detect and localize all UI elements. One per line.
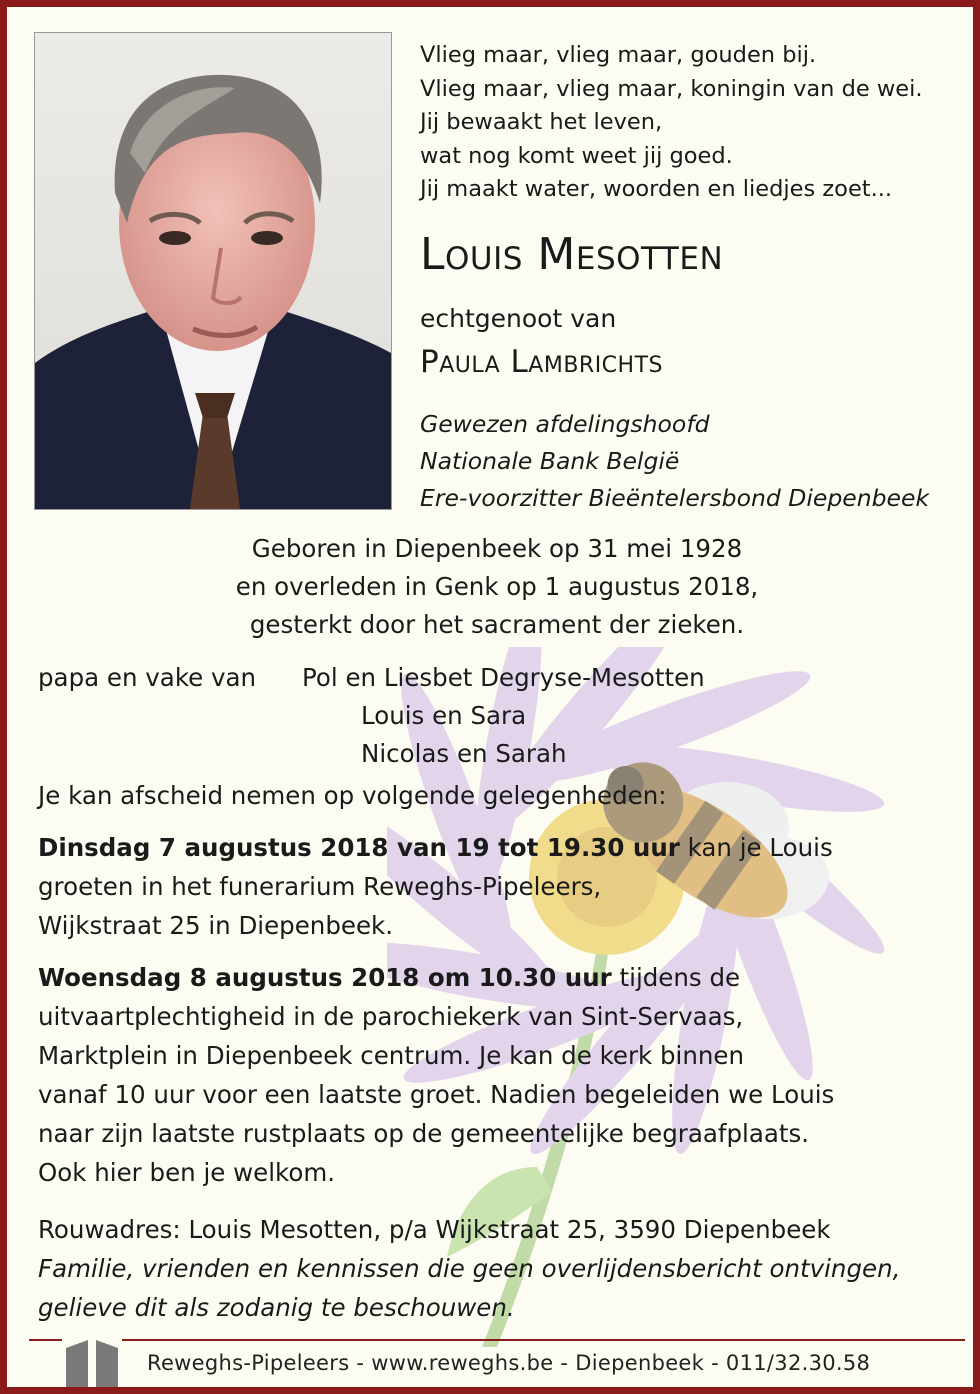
visitation-text: groeten in het funerarium Reweghs-Pipeleers,: [38, 872, 602, 901]
poem-line: Vlieg maar, vlieg maar, gouden bij.: [420, 42, 817, 68]
footer-divider: [29, 1339, 965, 1341]
life-line: en overleden in Genk op 1 augustus 2018,: [235, 572, 759, 601]
visitation-text: Wijkstraat 25 in Diepenbeek.: [38, 911, 394, 940]
role-line: Nationale Bank België: [420, 447, 680, 475]
poem: [420, 39, 923, 207]
address-note: gelieve dit als zodanig te beschouwen.: [38, 1293, 515, 1322]
family-label: papa en vake van: [38, 663, 257, 692]
deceased-name: Louis Mesotten: [420, 229, 724, 280]
mourning-address: [38, 1210, 900, 1327]
poem-line: Jij maakt water, woorden en liedjes zoet...: [420, 176, 893, 202]
visitation-text: kan je Louis: [679, 833, 833, 862]
funeral-text: uitvaartplechtigheid in de parochiekerk van Sint-Servaas,: [38, 1002, 744, 1031]
funeral-text: Marktplein in Diepenbeek centrum. Je kan de kerk binnen: [38, 1041, 745, 1070]
footer-contact: Reweghs-Pipeleers - www.reweghs.be - Diepenbeek - 011/32.30.58: [147, 1351, 871, 1375]
poem-line: Vlieg maar, vlieg maar, koningin van de wei.: [420, 75, 923, 102]
poem-line: wat nog komt weet jij goed.: [420, 142, 733, 169]
family-member: Nicolas en Sarah: [361, 739, 567, 768]
farewell-intro: Je kan afscheid nemen op volgende gelegenheden:: [38, 781, 667, 810]
life-line: gesterkt door het sacrament der zieken.: [249, 610, 745, 639]
family-list: [38, 659, 705, 773]
funeral-home-logo-icon: [62, 1332, 122, 1388]
spouse-intro: echtgenoot van: [420, 304, 617, 333]
visitation-date: Dinsdag 7 augustus 2018 van 19 tot 19.30 uur: [38, 833, 680, 862]
family-member: Pol en Liesbet Degryse-Mesotten: [302, 663, 705, 692]
family-row: [38, 659, 705, 697]
funeral-text: naar zijn laatste rustplaats op de gemeentelijke begraafplaats.: [38, 1119, 810, 1148]
funeral-text: Ook hier ben je welkom.: [38, 1158, 336, 1187]
life-dates: [7, 530, 980, 644]
funeral-text: tijdens de: [611, 963, 741, 992]
funeral-paragraph: [38, 958, 834, 1192]
address-note: Familie, vrienden en kennissen die geen overlijdensbericht ontvingen,: [38, 1254, 901, 1283]
life-line: Geboren in Diepenbeek op 31 mei 1928: [251, 534, 743, 563]
role-line: Gewezen afdelingshoofd: [420, 410, 710, 438]
family-row: [38, 697, 527, 735]
portrait-photo: [34, 32, 392, 510]
spouse-name: Paula Lambrichts: [420, 344, 663, 380]
funeral-date: Woensdag 8 augustus 2018 om 10.30 uur: [38, 963, 612, 992]
role-line: Ere-voorzitter Bieëntelersbond Diepenbeek: [420, 484, 930, 512]
roles: [420, 406, 929, 517]
family-member: Louis en Sara: [361, 701, 527, 730]
address-line: Rouwadres: Louis Mesotten, p/a Wijkstraat 25, 3590 Diepenbeek: [38, 1215, 831, 1244]
family-row: [38, 735, 567, 773]
visitation-paragraph: [38, 828, 833, 945]
poem-line: Jij bewaakt het leven,: [420, 109, 663, 135]
funeral-text: vanaf 10 uur voor een laatste groet. Nadien begeleiden we Louis: [38, 1080, 835, 1109]
